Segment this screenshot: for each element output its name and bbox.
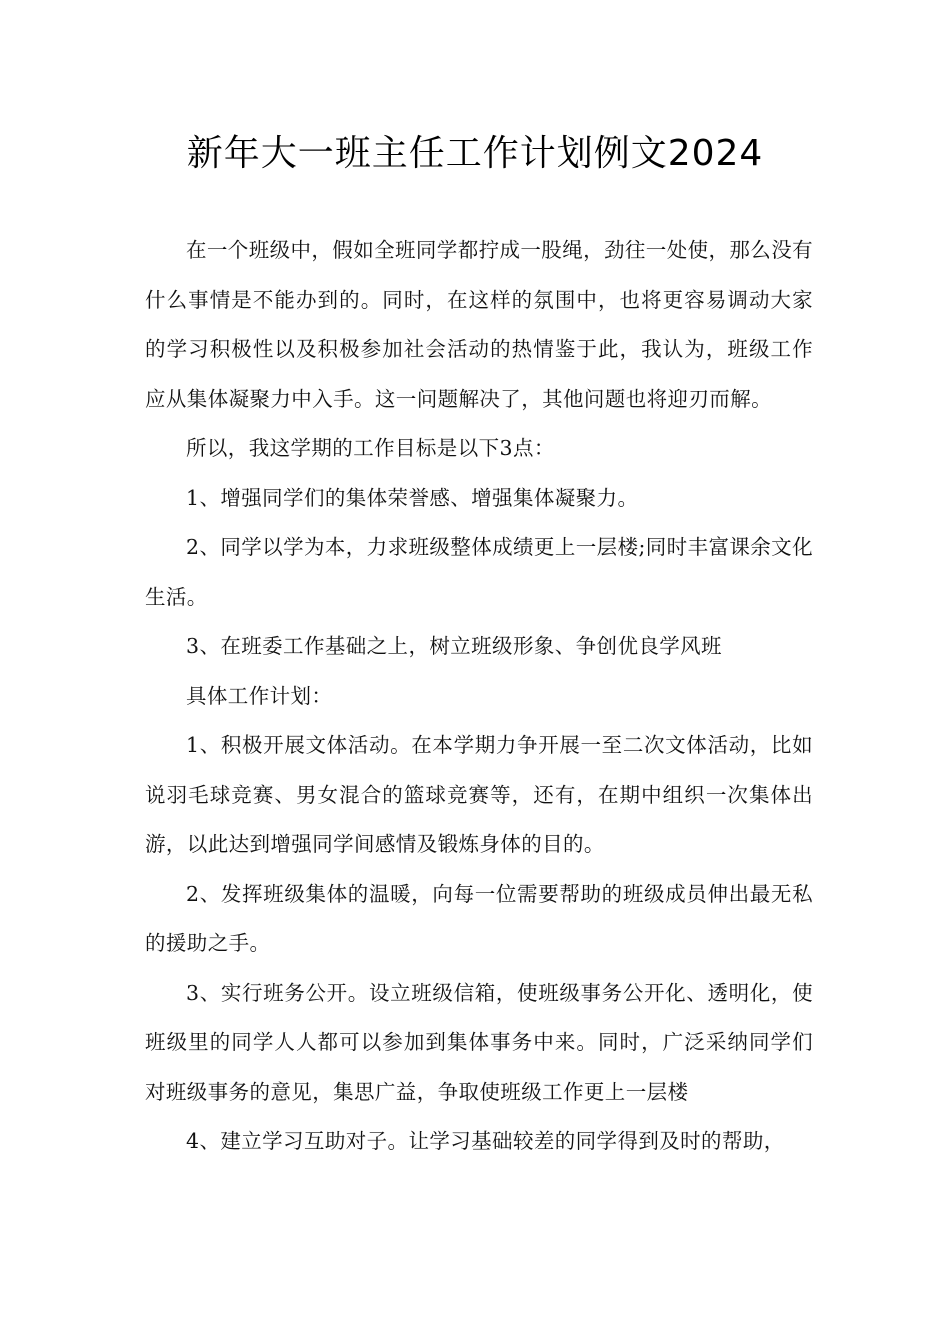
document-body bbox=[145, 226, 813, 1167]
paragraph-goals-heading: 所以，我这学期的工作目标是以下3点： bbox=[186, 436, 555, 460]
paragraph-plan-1: 1、积极开展文体活动。在本学期力争开展一至二次文体活动，比如说羽毛球竞赛、男女混合的篮球竞赛等，还有，在期中组织一次集体出游，以此达到增强同学间感情及锻炼身体的目的。 bbox=[145, 733, 813, 856]
paragraph-goal-2: 2、同学以学为本，力求班级整体成绩更上一层楼;同时丰富课余文化生活。 bbox=[145, 535, 813, 609]
paragraph-plan-3: 3、实行班务公开。设立班级信箱，使班级事务公开化、透明化，使班级里的同学人人都可以参加到集体事务中来。同时，广泛采纳同学们对班级事务的意见，集思广益，争取使班级工作更上一层楼 bbox=[145, 980, 813, 1104]
paragraph-plan-2: 2、发挥班级集体的温暖，向每一位需要帮助的班级成员伸出最无私的援助之手。 bbox=[145, 881, 813, 955]
paragraph-plan-4: 4、建立学习互助对子。让学习基础较差的同学得到及时的帮助， bbox=[186, 1129, 785, 1153]
paragraph-intro: 在一个班级中，假如全班同学都拧成一股绳，劲往一处使，那么没有什么事情是不能办到的。同时，在这样的氛围中，也将更容易调动大家的学习积极性以及积极参加社会活动的热情鉴于此，我认为，班级工作应从集体凝聚力中入手。这一问题解决了，其他问题也将迎刃而解。 bbox=[145, 238, 813, 411]
paragraph-goal-3: 3、在班委工作基础之上，树立班级形象、争创优良学风班 bbox=[186, 634, 722, 658]
paragraph-plan-heading: 具体工作计划： bbox=[186, 683, 333, 708]
paragraph-goal-1: 1、增强同学们的集体荣誉感、增强集体凝聚力。 bbox=[186, 485, 639, 510]
document-title: 新年大一班主任工作计划例文2024 bbox=[186, 133, 764, 174]
